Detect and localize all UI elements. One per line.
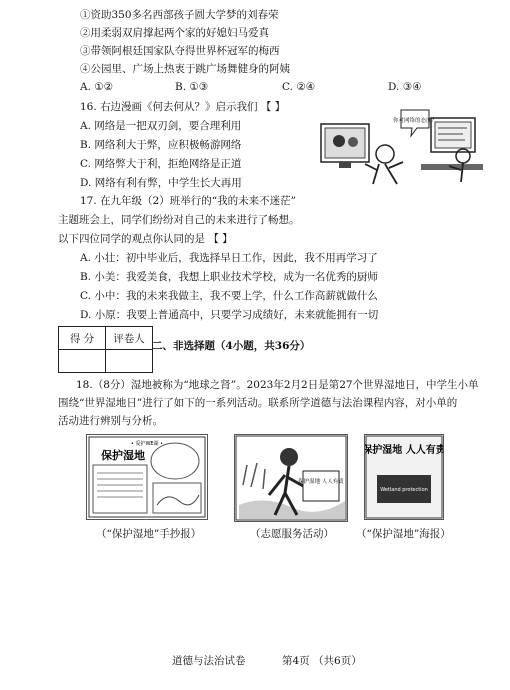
q15-item-2: ②用柔弱双肩撑起两个家的好媳妇马爱真: [80, 27, 269, 39]
q17-stem-line-3: 以下四位同学的观点你认同的是 【 】: [58, 233, 233, 245]
q15-item-1: ①资助350多名西部孩子圆大学梦的刘春荣: [80, 9, 279, 21]
volunteer-sign-text: 保护湿地 人人有责: [298, 479, 344, 485]
grader-header: 评卷人: [106, 327, 153, 350]
q18-line-2: 围绕“世界湿地日”进行了如下的一系列活动。联系所学道德与法治课程内容，对小单的: [58, 397, 458, 409]
q15-item-4: ④公园里、广场上热衷于跳广场舞健身的阿姨: [80, 63, 290, 75]
poster-image: [364, 434, 444, 520]
poster-caption: （“保护湿地”海报）: [356, 528, 451, 540]
footer-subject: 道德与法治试卷: [172, 655, 246, 667]
cartoon-bubble-text: 你对网络的态度？: [392, 118, 438, 124]
q15-option-b[interactable]: B. ①③: [175, 81, 209, 93]
poster-subtitle: Wetland protection: [380, 487, 428, 493]
q17-option-c[interactable]: C. 小中：我的未来我做主，我不要上学，什么工作高薪就做什么: [80, 290, 378, 302]
handout-title: 保护湿地: [101, 449, 145, 462]
q15-option-d[interactable]: D. ③④: [388, 81, 422, 93]
q17-stem-line-1: 17. 在九年级（2）班举行的“我的未来不迷茫”: [80, 195, 296, 207]
q16-option-c[interactable]: C. 网络弊大于利，拒绝网络是正道: [80, 158, 242, 170]
q18-line-1: 18.（8分）湿地被称为“地球之肾”。2023年2月2日是第27个世界湿地日，中学生小单: [76, 379, 479, 391]
score-header: 得 分: [59, 327, 106, 350]
cartoon-image: [313, 106, 493, 198]
q17-option-a[interactable]: A. 小壮：初中毕业后，我选择早日工作，因此，我不用再学习了: [80, 252, 378, 264]
q17-option-b[interactable]: B. 小美：我爱美食，我想上职业技术学校，成为一名优秀的厨师: [80, 271, 378, 283]
section-title: 二、非选择题（4小题，共36分）: [152, 340, 311, 352]
q15-option-c[interactable]: C. ②④: [282, 81, 316, 93]
handout-caption: （“保护湿地”手抄报）: [96, 528, 202, 540]
q15-option-a[interactable]: A. ①②: [80, 81, 114, 93]
grader-cell[interactable]: [106, 350, 153, 373]
volunteer-image: [234, 434, 348, 522]
footer-page: 第4页 （共6页）: [282, 655, 362, 667]
q16-option-b[interactable]: B. 网络利大于弊，应积极畅游网络: [80, 139, 242, 151]
q16-option-a[interactable]: A. 网络是一把双刃剑，要合理利用: [80, 120, 242, 132]
score-table: [58, 326, 153, 373]
q17-option-d[interactable]: D. 小原：我要上普通高中，只要学习成绩好，未来就能拥有一切: [80, 309, 379, 321]
handout-header: • 爱护WE湖 •: [130, 441, 164, 447]
poster-title: 保护湿地 人人有责: [365, 445, 443, 456]
q16-option-d[interactable]: D. 网络有利有弊，中学生长大再用: [80, 177, 242, 189]
q17-stem-line-2: 主题班会上，同学们纷纷对自己的未来进行了畅想。: [58, 214, 300, 226]
handout-image: [86, 434, 208, 520]
score-cell[interactable]: [59, 350, 106, 373]
q16-stem: 16. 右边漫画《何去何从？》启示我们 【 】: [80, 101, 286, 113]
volunteer-caption: （志愿服务活动）: [250, 528, 334, 540]
q15-item-3: ③带领阿根廷国家队夺得世界杯冠军的梅西: [80, 45, 280, 57]
q18-line-3: 活动进行辨别与分析。: [58, 415, 163, 427]
